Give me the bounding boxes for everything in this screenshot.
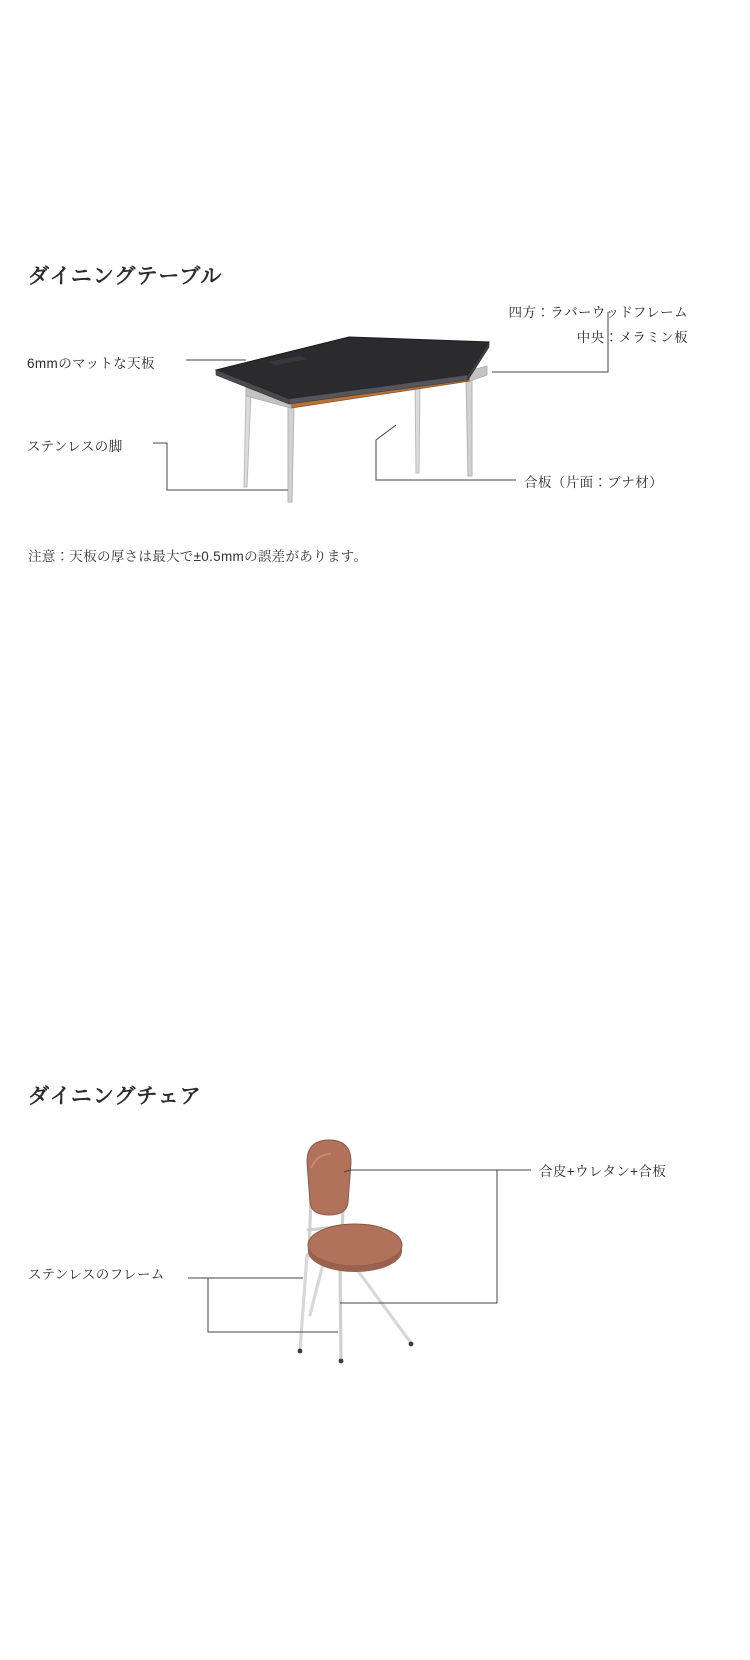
- chair-leg-tips: [298, 1342, 414, 1364]
- table-legs: [244, 378, 472, 502]
- chair-backrest: [307, 1140, 351, 1215]
- label-upholstery: 合皮+ウレタン+合板: [539, 1164, 667, 1179]
- table-leader-lines: [153, 312, 608, 490]
- chair-seat: [308, 1224, 402, 1272]
- chair-back-supports: [308, 1187, 344, 1258]
- table-top-surface: [216, 337, 489, 404]
- label-frame-sides: 四方：ラバーウッドフレーム: [508, 305, 688, 320]
- label-plywood: 合板（片面：ブナ材）: [524, 475, 663, 490]
- dining-chair-illustration: [0, 1060, 750, 1660]
- dining-table-title: ダイニングテーブル: [28, 265, 223, 288]
- label-frame-center: 中央：メラミン板: [576, 330, 688, 345]
- table-note: 注意：天板の厚さは最大で±0.5mmの誤差があります。: [28, 549, 368, 564]
- label-chair-frame: ステンレスのフレーム: [28, 1267, 165, 1282]
- dining-chair-title: ダイニングチェア: [28, 1085, 202, 1108]
- label-top-board: 6mmのマットな天板: [27, 356, 155, 371]
- dining-chair-section: [0, 1060, 750, 1660]
- chair-legs: [300, 1255, 411, 1360]
- label-legs: ステンレスの脚: [27, 439, 123, 454]
- chair-leader-lines: [188, 1170, 531, 1360]
- table-wood-frame: [246, 366, 487, 408]
